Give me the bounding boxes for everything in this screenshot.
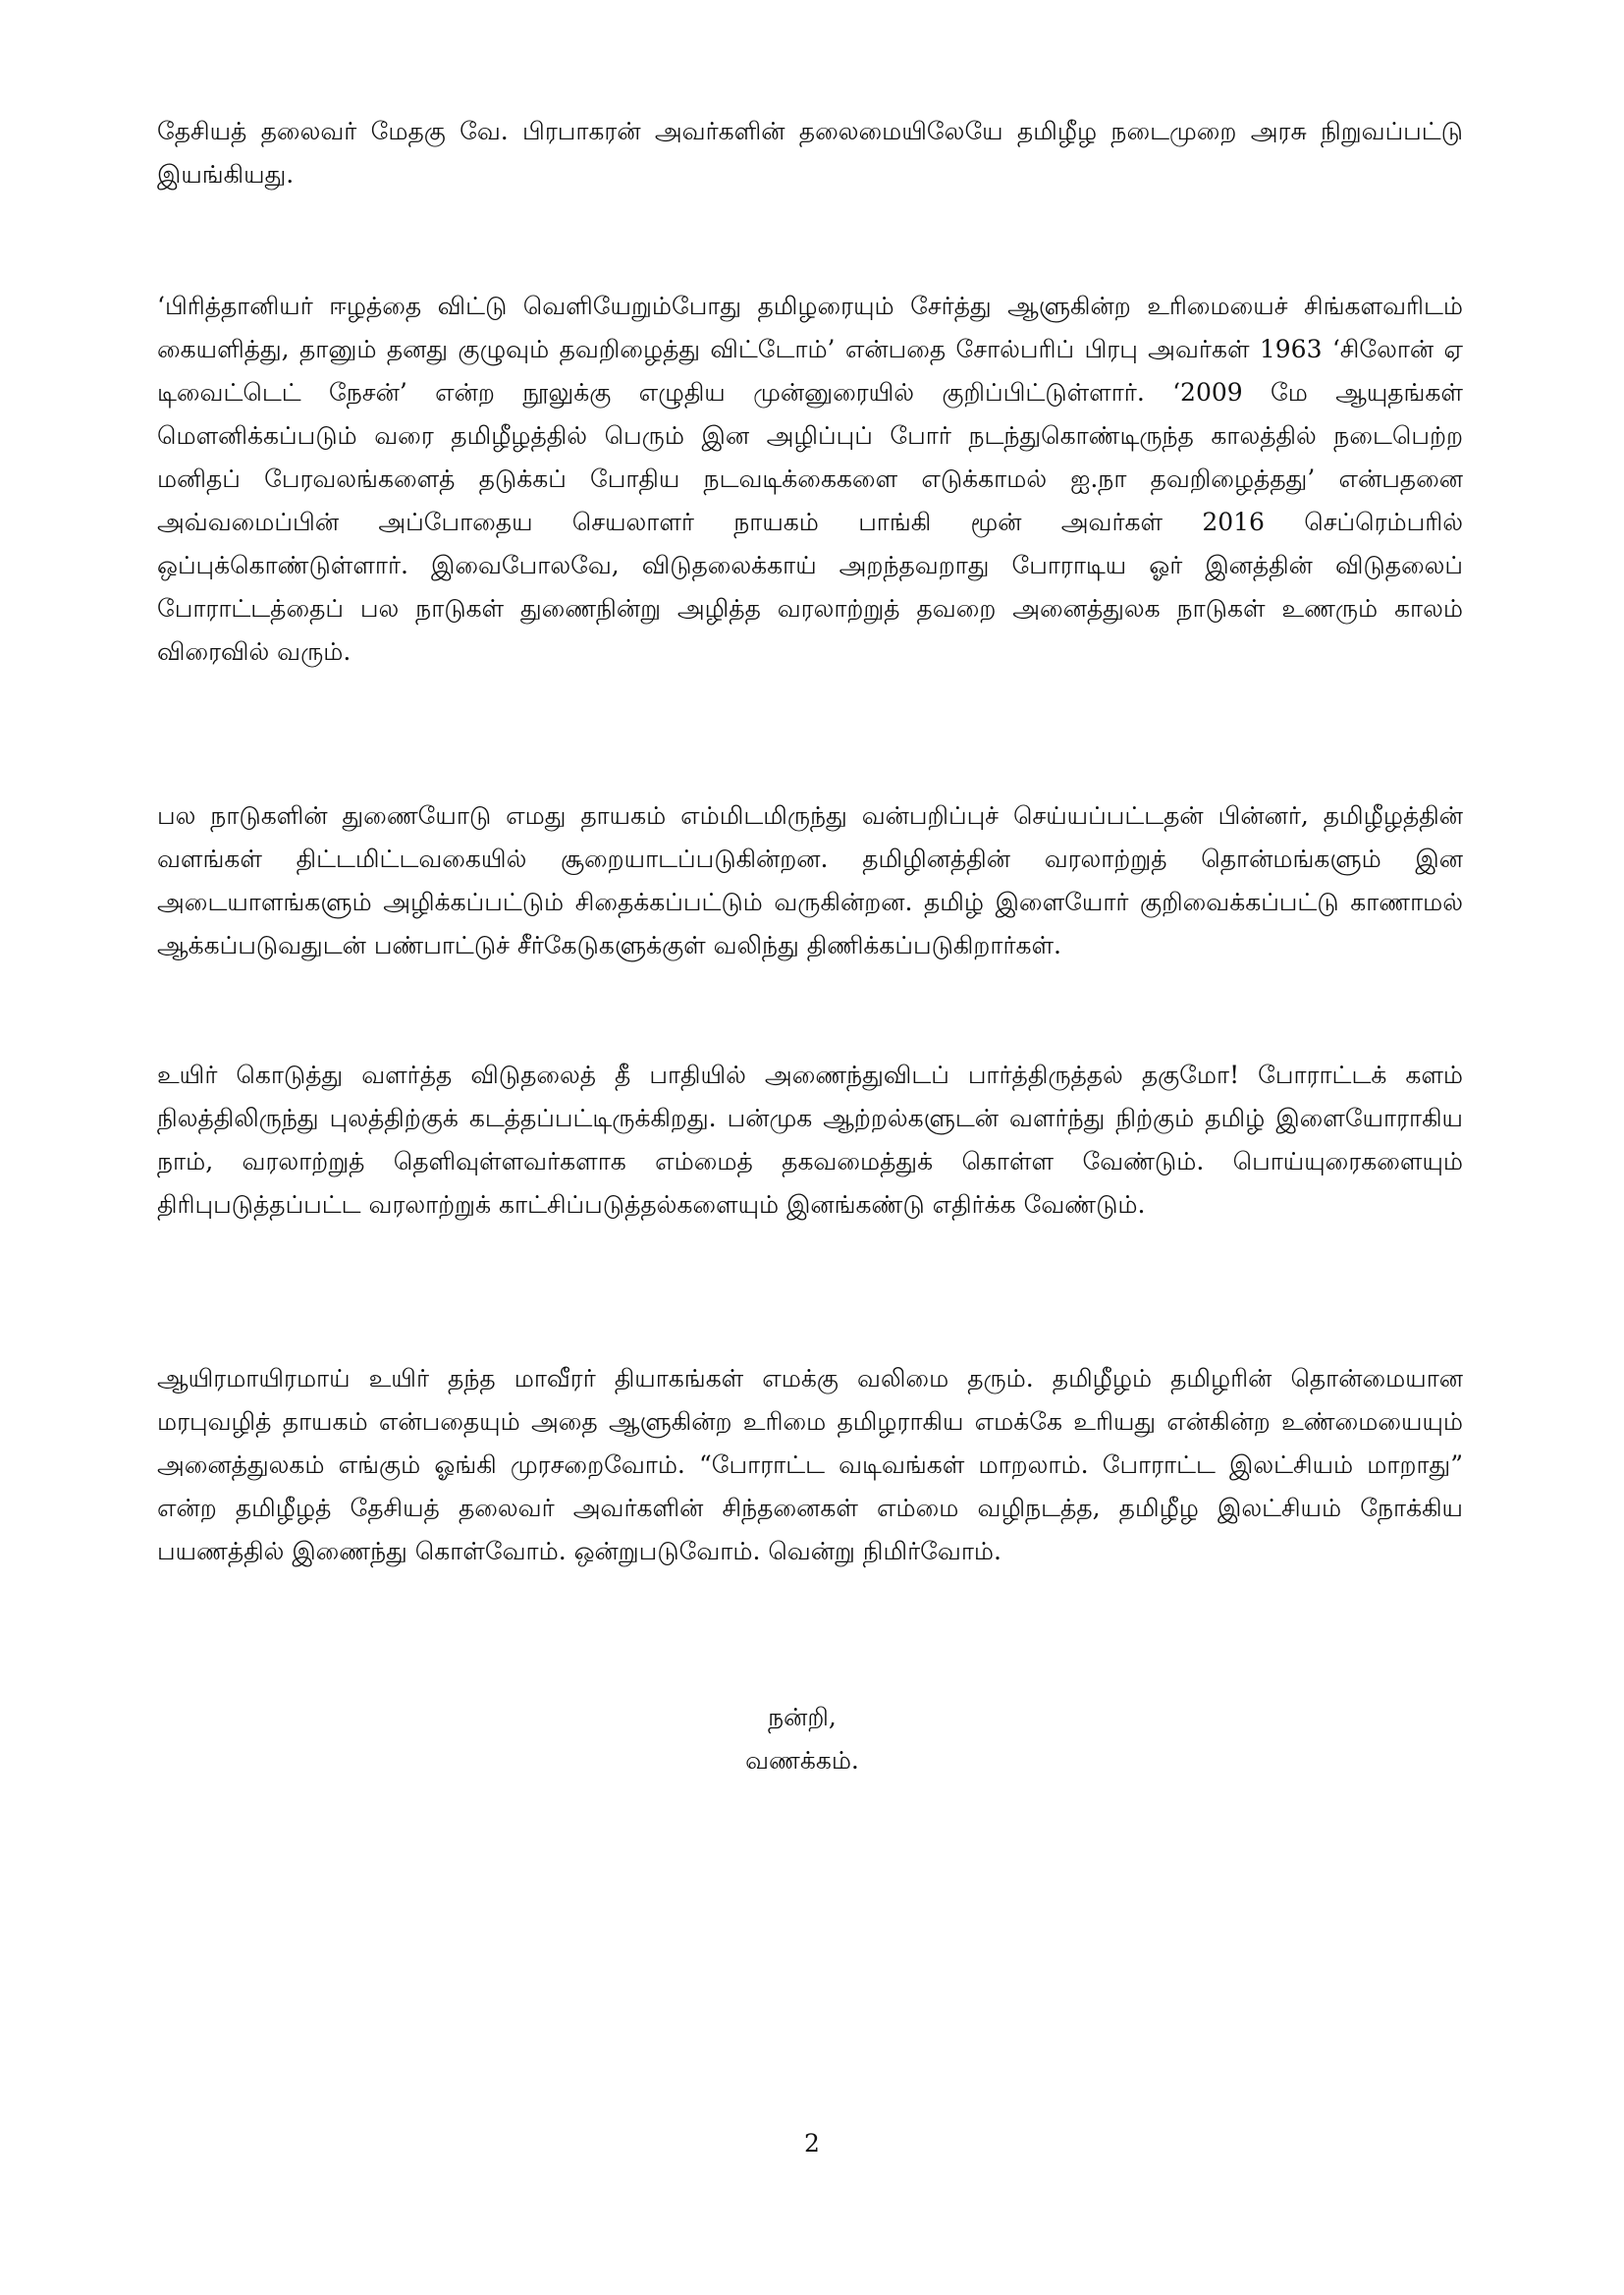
closing-thanks: நன்றி, xyxy=(768,1703,837,1731)
closing-regards: வணக்கம். xyxy=(745,1746,859,1775)
paragraph-history: ‘பிரித்தானியர் ஈழத்தை விட்டு வெளியேறும்போது தமிழரையும் சேர்த்து ஆளுகின்ற உரிமையைச் சிங்களவரிடம் கையளித்து, தானும் தனது குழுவும் தவறிழைத்து விட்டோம்’ என்பதை சோல்பரிப் பிரபு அவர்கள் 1963 ‘சிலோன் ஏ டிவைட்டெட் நேசன்’ என்ற நூலுக்கு எழுதிய முன்னுரையில் குறிப்பிட்டுள்ளார். ‘2009 மே ஆயுதங்கள் மௌனிக்கப்படும் வரை தமிழீழத்தில் பெரும் இன அழிப்புப் போர் நடந்துகொண்டிருந்த காலத்தில் நடைபெற்ற மனிதப் பேரவலங்களைத் தடுக்கப் போதிய நடவடிக்கைகளை எடுக்காமல் ஐ.நா தவறிழைத்தது’ என்பதனை அவ்வமைப்பின் அப்போதைய செயலாளர் நாயகம் பாங்கி மூன் அவர்கள் 2016 செப்ரெம்பரில் ஒப்புக்கொண்டுள்ளார். இவைபோலவே, விடுதலைக்காய் அறந்தவறாது போராடிய ஓர் இனத்தின் விடுதலைப் போராட்டத்தைப் பல நாடுகள் துணைநின்று அழித்த வரலாற்றுத் தவறை அனைத்துலக நாடுகள் உணரும் காலம் விரைவில் வரும். xyxy=(157,292,1463,666)
paragraph-homeland: பல நாடுகளின் துணையோடு எமது தாயகம் எம்மிடமிருந்து வன்பறிப்புச் செய்யப்பட்டதன் பின்னர், தமிழீழத்தின் வளங்கள் திட்டமிட்டவகையில் சூறையாடப்படுகின்றன. தமிழினத்தின் வரலாற்றுத் தொன்மங்களும் இன அடையாளங்களும் அழிக்கப்பட்டும் சிதைக்கப்பட்டும் வருகின்றன. தமிழ் இளையோர் குறிவைக்கப்பட்டு காணாமல் ஆக்கப்படுவதுடன் பண்பாட்டுச் சீர்கேடுகளுக்குள் வலிந்து திணிக்கப்படுகிறார்கள். xyxy=(157,801,1463,959)
paragraph-resolve: ஆயிரமாயிரமாய் உயிர் தந்த மாவீரர் தியாகங்கள் எமக்கு வலிமை தரும். தமிழீழம் தமிழரின் தொன்மையான மரபுவழித் தாயகம் என்பதையும் அதை ஆளுகின்ற உரிமை தமிழராகிய எமக்கே உரியது என்கின்ற உண்மையையும் அனைத்துலகம் எங்கும் ஓங்கி முரசறைவோம். “போராட்ட வடிவங்கள் மாறலாம். போராட்ட இலட்சியம் மாறாது” என்ற தமிழீழத் தேசியத் தலைவர் அவர்களின் சிந்தனைகள் எம்மை வழிநடத்த, தமிழீழ இலட்சியம் நோக்கிய பயணத்தில் இணைந்து கொள்வோம். ஒன்றுபடுவோம். வென்று நிமிர்வோம். xyxy=(157,1364,1463,1565)
paragraph-struggle: உயிர் கொடுத்து வளர்த்த விடுதலைத் தீ பாதியில் அணைந்துவிடப் பார்த்திருத்தல் தகுமோ! போராட்டக் களம் நிலத்திலிருந்து புலத்திற்குக் கடத்தப்பட்டிருக்கிறது. பன்முக ஆற்றல்களுடன் வளர்ந்து நிற்கும் தமிழ் இளையோராகிய நாம், வரலாற்றுத் தெளிவுள்ளவர்களாக எம்மைத் தகவமைத்துக் கொள்ள வேண்டும். பொய்யுரைகளையும் திரிபுபடுத்தப்பட்ட வரலாற்றுக் காட்சிப்படுத்தல்களையும் இனங்கண்டு எதிர்க்க வேண்டும். xyxy=(157,1061,1463,1219)
paragraph-leadership: தேசியத் தலைவர் மேதகு வே. பிரபாகரன் அவர்களின் தலைமையிலேயே தமிழீழ நடைமுறை அரசு நிறுவப்பட்டு இயங்கியது. xyxy=(157,117,1463,189)
page-number: 2 xyxy=(804,2129,820,2158)
